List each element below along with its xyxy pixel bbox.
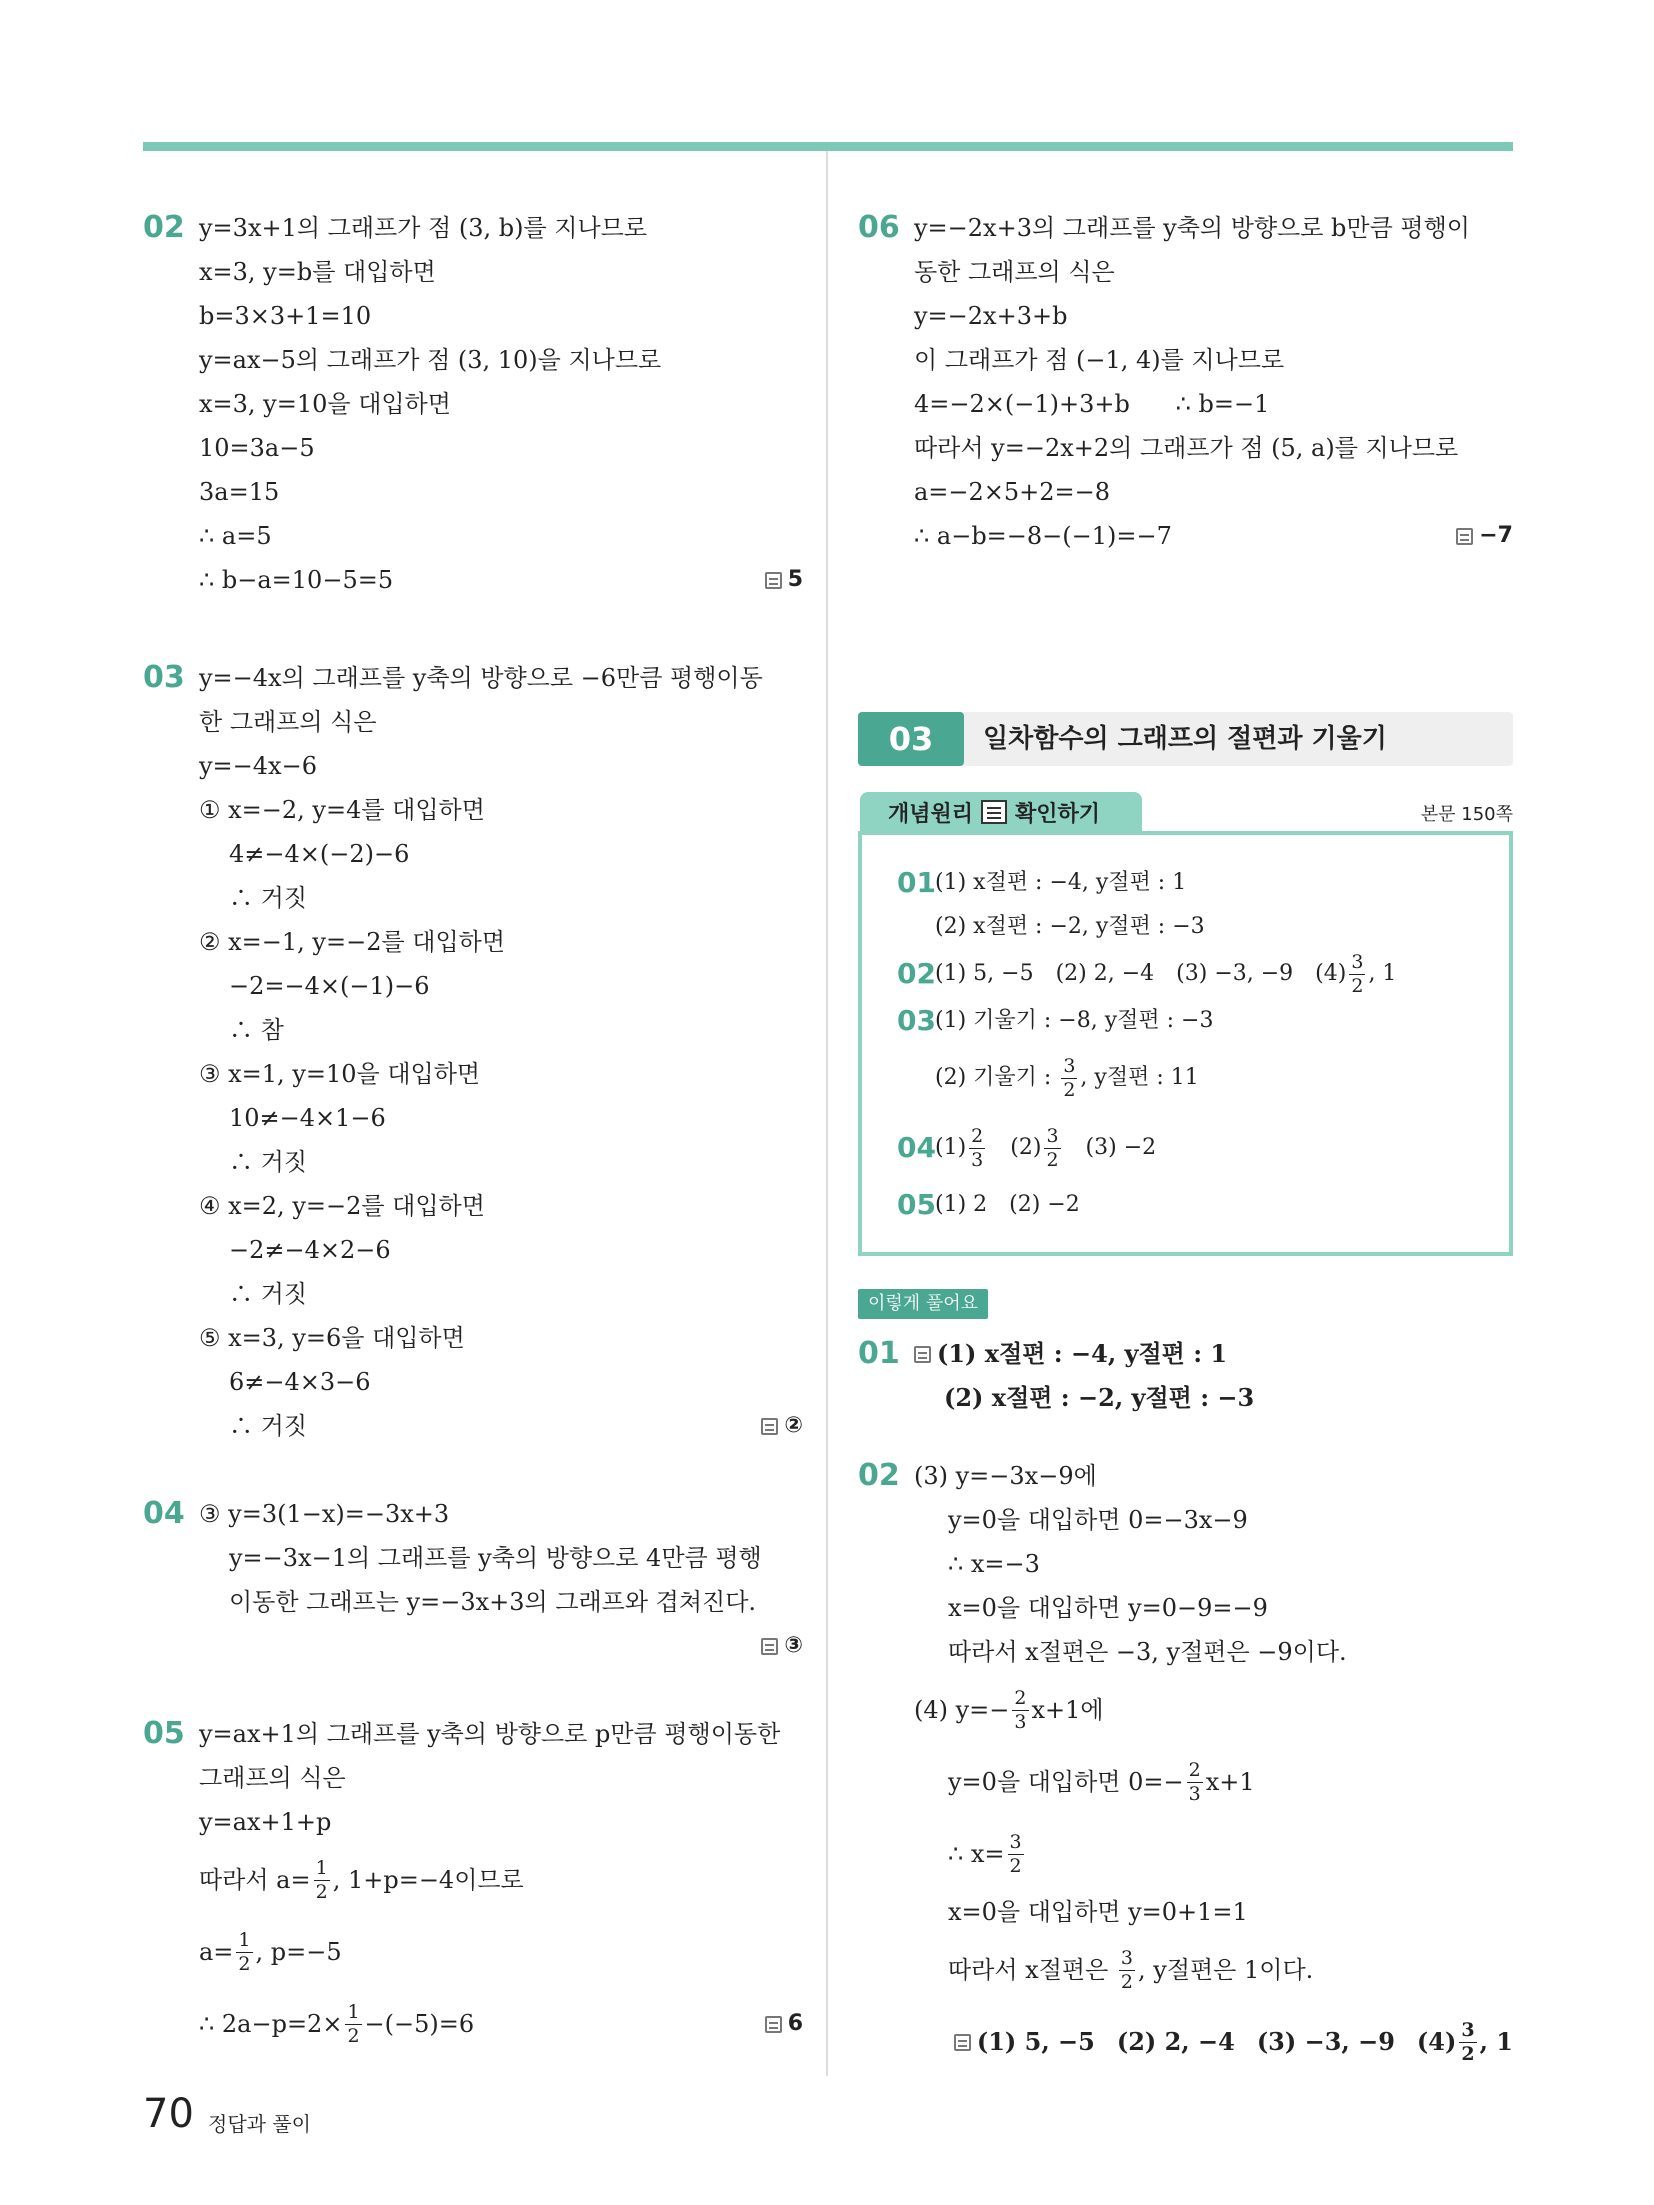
- footer-label: 정답과 풀이: [208, 2112, 311, 2136]
- solution-text: a=: [199, 1938, 234, 1966]
- solution-line: ① x=−2, y=4를 대입하면: [199, 796, 485, 824]
- problem-number: 06: [858, 210, 900, 245]
- solution-line: x=0을 대입하면 y=0+1=1: [948, 1898, 1248, 1926]
- solution-text: ∴ 2a−p=2×: [199, 2010, 343, 2038]
- answer-mark: [1456, 514, 1513, 558]
- solution-line: ③ y=3(1−x)=−3x+3: [199, 1500, 450, 1528]
- solution-line: y=ax+1+p: [199, 1808, 332, 1836]
- solution-line: [199, 1916, 803, 1988]
- solution-text: 따라서 a=: [199, 1866, 311, 1894]
- item-number: 03: [897, 1004, 936, 1037]
- solution-line: [914, 1746, 1513, 1818]
- fraction: [314, 1856, 330, 1903]
- section-header: [858, 712, 1513, 766]
- denominator: 2: [315, 1880, 328, 1903]
- solution-text: y=0을 대입하면 0=−: [948, 1768, 1184, 1796]
- problem-04: [143, 1492, 803, 1668]
- solution-line: [199, 1624, 803, 1668]
- solution-line: [914, 1818, 1513, 1890]
- solution-line: ④ x=2, y=−2를 대입하면: [199, 1192, 485, 1220]
- solution-line: y=−2x+3의 그래프를 y축의 방향으로 b만큼 평행이: [914, 214, 1470, 242]
- solution-line: [914, 1332, 1513, 1376]
- solution-line: −2=−4×(−1)−6: [229, 972, 430, 1000]
- numerator: 3: [1046, 1124, 1059, 1147]
- fraction: [1349, 950, 1365, 997]
- solution-line: a=−2×5+2=−8: [914, 478, 1111, 506]
- solution-line: ③ x=1, y=10을 대입하면: [199, 1060, 481, 1088]
- fraction: [969, 1124, 985, 1171]
- answer-icon: [765, 2016, 782, 2033]
- answer-text: (1) 2: [935, 1192, 988, 1217]
- answer-icon: [761, 1638, 778, 1655]
- problem-number: 02: [143, 210, 185, 245]
- concept-row: [897, 1113, 1499, 1183]
- answer-text: (2) −2: [1009, 1192, 1080, 1217]
- solution-text: ∴ 거짓: [229, 1412, 307, 1440]
- concept-row: [897, 999, 1499, 1043]
- answer-text: (3) −2: [1085, 1135, 1157, 1160]
- answer-text: , 1: [1479, 2027, 1513, 2056]
- solution-text: , 1+p=−4이므로: [332, 1866, 524, 1894]
- solution-badge: 이렇게 풀어요: [858, 1289, 988, 1319]
- solution-line: 그래프의 식은: [199, 1764, 346, 1792]
- section-number: 03: [858, 712, 964, 766]
- solution-line: y=0을 대입하면 0=−3x−9: [948, 1506, 1248, 1534]
- concept-row: [897, 949, 1499, 999]
- fraction: [1008, 1830, 1024, 1877]
- fraction: [1061, 1054, 1077, 1101]
- solution-line: 6≠−4×3−6: [229, 1368, 371, 1396]
- numerator: 1: [238, 1928, 251, 1951]
- denominator: 2: [1046, 1148, 1059, 1171]
- solution-line: y=−2x+3+b: [914, 302, 1068, 330]
- solution-line: b=3×3+1=10: [199, 302, 372, 330]
- item-number: 05: [897, 1188, 936, 1221]
- answer-text: (1) x절편 : −4, y절편 : 1: [937, 1339, 1228, 1368]
- solution-line: (2) x절편 : −2, y절편 : −3: [944, 1383, 1255, 1412]
- numerator: 1: [347, 2000, 360, 2023]
- solution-line: ∴ 참: [229, 1016, 284, 1044]
- fraction: [236, 1928, 252, 1975]
- numerator: 3: [1009, 1830, 1022, 1853]
- solution-text: (4) y=−: [914, 1696, 1010, 1724]
- solution-line: ∴ 거짓: [229, 884, 307, 912]
- tab-label: 확인하기: [1015, 801, 1101, 827]
- solution-line: y=−3x−1의 그래프를 y축의 방향으로 4만큼 평행: [229, 1544, 762, 1572]
- numerator: 2: [1014, 1686, 1027, 1709]
- concept-row: [897, 861, 1499, 905]
- solution-line: ∴ 거짓: [229, 1148, 307, 1176]
- denominator: 2: [238, 1952, 251, 1975]
- solution-text: 따라서 x절편은: [948, 1956, 1116, 1984]
- notebook-icon: [981, 800, 1007, 824]
- answer-text: (4): [1315, 961, 1347, 986]
- solution-text: ∴ a−b=−8−(−1)=−7: [914, 522, 1172, 550]
- solutions: [858, 1332, 1513, 2078]
- solution-line: 10=3a−5: [199, 434, 315, 462]
- solution-text: , y절편은 1이다.: [1138, 1956, 1314, 1984]
- solution-line: 동한 그래프의 식은: [914, 258, 1115, 286]
- solution-line: 한 그래프의 식은: [199, 708, 377, 736]
- denominator: 2: [1461, 2042, 1475, 2065]
- numerator: 2: [1188, 1758, 1201, 1781]
- answer-mark: [761, 1404, 803, 1448]
- answer-mark: [765, 1988, 803, 2060]
- answer-text: , 1: [1368, 961, 1397, 986]
- page-number: 70: [143, 2091, 194, 2137]
- answer-icon: [761, 1418, 778, 1435]
- left-column: [143, 206, 803, 2060]
- top-rule: [143, 142, 1513, 151]
- solution-line: x=0을 대입하면 y=0−9=−9: [948, 1594, 1268, 1622]
- solution-line: 10≠−4×1−6: [229, 1104, 386, 1132]
- answer-text: (3) −3, −9: [1176, 961, 1294, 986]
- problem-number: 01: [858, 1336, 900, 1371]
- answer-icon: [954, 2034, 971, 2051]
- answer-text: (1) 5, −5: [976, 2027, 1095, 2056]
- answer-value: ②: [784, 1413, 803, 1438]
- answer-icon: [914, 1346, 931, 1363]
- solution-line: y=3x+1의 그래프가 점 (3, b)를 지나므로: [199, 214, 648, 242]
- item-number: 04: [897, 1131, 936, 1164]
- answer-text: (2) 기울기 :: [935, 1065, 1059, 1090]
- solution-line: ∴ x=−3: [948, 1550, 1040, 1578]
- answer-value: 5: [787, 567, 803, 592]
- problem-02: [143, 206, 803, 602]
- fraction: [1012, 1686, 1028, 1733]
- concept-row: [897, 1043, 1499, 1113]
- solution-line: y=ax+1의 그래프를 y축의 방향으로 p만큼 평행이동한: [199, 1720, 781, 1748]
- solution-line: [199, 1404, 803, 1448]
- solution-line: [914, 514, 1513, 558]
- solution-line: 따라서 y=−2x+2의 그래프가 점 (5, a)를 지나므로: [914, 434, 1459, 462]
- item-number: 02: [897, 957, 936, 990]
- solution-line: ② x=−1, y=−2를 대입하면: [199, 928, 506, 956]
- fraction: [1187, 1758, 1203, 1805]
- numerator: 3: [1063, 1054, 1076, 1077]
- concept-answer-box: [858, 831, 1513, 1256]
- numerator: 3: [1461, 2018, 1475, 2041]
- solution-line: ∴ a=5: [199, 522, 272, 550]
- right-column: [858, 206, 1513, 558]
- answer-text: (2) x절편 : −2, y절편 : −3: [935, 914, 1205, 939]
- solution-line: ∴ 거짓: [229, 1280, 307, 1308]
- answer-text: (1): [935, 1135, 967, 1160]
- solution-02: [858, 1454, 1513, 2078]
- denominator: 3: [971, 1148, 984, 1171]
- solution-line: [199, 1844, 803, 1916]
- fraction: [1044, 1124, 1060, 1171]
- numerator: 3: [1120, 1946, 1133, 1969]
- answer-text: (2) 2, −4: [1116, 2027, 1235, 2056]
- answer-value: 6: [787, 2011, 803, 2036]
- solution-line: [199, 1988, 803, 2060]
- problem-05: [143, 1712, 803, 2060]
- denominator: 3: [1188, 1782, 1201, 1805]
- solution-line: ⑤ x=3, y=6을 대입하면: [199, 1324, 465, 1352]
- fraction: [1119, 1946, 1135, 1993]
- answer-value: ③: [784, 1633, 803, 1658]
- answer-text: , y절편 : 11: [1080, 1065, 1199, 1090]
- solution-line: 4≠−4×(−2)−6: [229, 840, 410, 868]
- answer-text: (2) 2, −4: [1055, 961, 1155, 986]
- solution-line: [914, 1934, 1513, 2006]
- answer-value: −7: [1479, 523, 1513, 548]
- solution-text: , p=−5: [255, 1938, 342, 1966]
- concept-tab: [860, 792, 1142, 832]
- solution-line: y=−4x−6: [199, 752, 317, 780]
- column-divider: [826, 151, 828, 2076]
- answer-text: (1) 5, −5: [935, 961, 1034, 986]
- answer-icon: [1456, 528, 1473, 545]
- item-number: 01: [897, 866, 936, 899]
- numerator: 2: [971, 1124, 984, 1147]
- solution-text: ∴ b−a=10−5=5: [199, 566, 394, 594]
- answer-mark: [761, 1624, 803, 1668]
- solution-line: 3a=15: [199, 478, 280, 506]
- denominator: 2: [1063, 1078, 1076, 1101]
- concept-row: [897, 905, 1499, 949]
- problem-number: 03: [143, 660, 185, 695]
- solution-text: x+1: [1205, 1768, 1255, 1796]
- problem-number: 04: [143, 1496, 185, 1531]
- solution-line: 이 그래프가 점 (−1, 4)를 지나므로: [914, 346, 1285, 374]
- solution-line: (3) y=−3x−9에: [914, 1462, 1097, 1490]
- solution-line: 이동한 그래프는 y=−3x+3의 그래프와 겹쳐진다.: [229, 1588, 757, 1616]
- answer-text: (3) −3, −9: [1256, 2027, 1395, 2056]
- problem-06: [858, 206, 1513, 558]
- solution-text: x+1에: [1031, 1696, 1104, 1724]
- denominator: 2: [1351, 974, 1364, 997]
- answer-text: (1) x절편 : −4, y절편 : 1: [935, 870, 1187, 895]
- numerator: 3: [1351, 950, 1364, 973]
- denominator: 2: [1009, 1854, 1022, 1877]
- page-reference: 본문 150쪽: [1420, 804, 1513, 825]
- solution-line: x=3, y=b를 대입하면: [199, 258, 436, 286]
- answer-text: (2): [1010, 1135, 1042, 1160]
- answer-icon: [765, 572, 782, 589]
- answer-text: (1) 기울기 : −8, y절편 : −3: [935, 1008, 1214, 1033]
- solution-line: x=3, y=10을 대입하면: [199, 390, 451, 418]
- solution-line: [914, 2006, 1513, 2078]
- problem-03: [143, 656, 803, 1448]
- problem-number: 02: [858, 1458, 900, 1493]
- answer-text: (4): [1416, 2027, 1457, 2056]
- section-title: 일차함수의 그래프의 절편과 기울기: [983, 724, 1387, 754]
- denominator: 2: [347, 2024, 360, 2047]
- tab-label: 개념원리: [888, 801, 974, 827]
- solution-line: 4=−2×(−1)+3+b ∴ b=−1: [914, 390, 1270, 418]
- solution-line: y=−4x의 그래프를 y축의 방향으로 −6만큼 평행이동: [199, 664, 763, 692]
- denominator: 2: [1120, 1970, 1133, 1993]
- numerator: 1: [315, 1856, 328, 1879]
- solution-line: y=ax−5의 그래프가 점 (3, 10)을 지나므로: [199, 346, 662, 374]
- solution-line: 따라서 x절편은 −3, y절편은 −9이다.: [948, 1638, 1347, 1666]
- solution-text: ∴ x=: [948, 1840, 1005, 1868]
- solution-01: [858, 1332, 1513, 1420]
- concept-row: [897, 1183, 1499, 1227]
- fraction: [1459, 2018, 1476, 2065]
- problem-number: 05: [143, 1716, 185, 1751]
- fraction: [345, 2000, 361, 2047]
- solution-text: −(−5)=6: [364, 2010, 475, 2038]
- solution-line: [199, 558, 803, 602]
- solution-line: [914, 1674, 1513, 1746]
- solution-line: −2≠−4×2−6: [229, 1236, 391, 1264]
- answer-mark: [765, 558, 803, 602]
- denominator: 3: [1014, 1710, 1027, 1733]
